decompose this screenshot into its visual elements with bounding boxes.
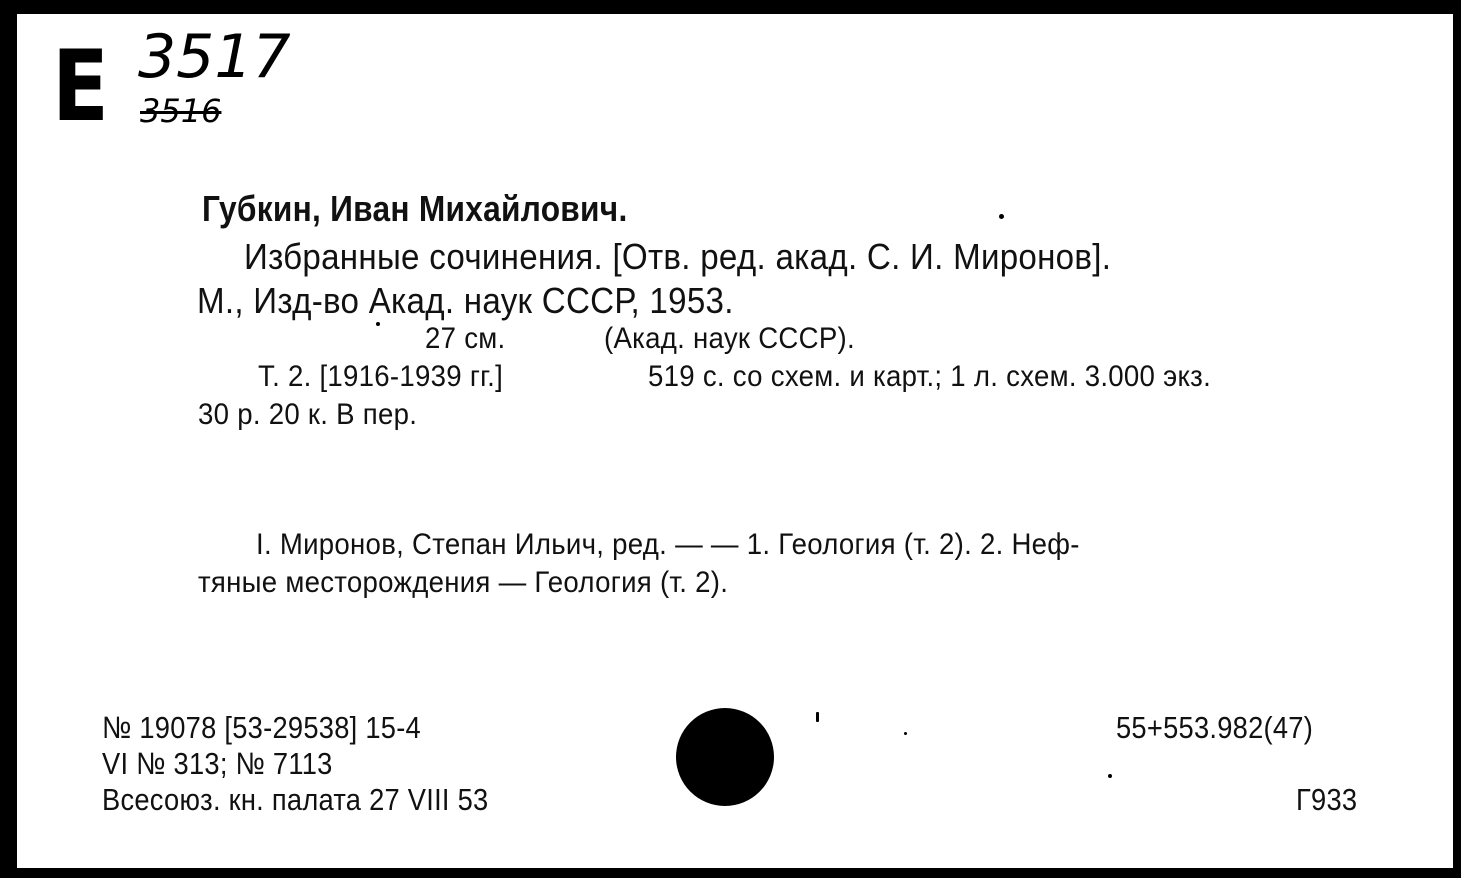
author-mark: Г933 xyxy=(1296,782,1358,817)
entry-series: (Акад. наук СССР). xyxy=(604,322,855,355)
tracing-line-2: тяные месторождения — Геология (т. 2). xyxy=(198,566,729,599)
speck xyxy=(376,322,380,326)
entry-volume: Т. 2. [1916-1939 гг.] xyxy=(258,360,504,393)
shelfmark-letter: Е xyxy=(52,30,109,144)
imprint-line-3: Всесоюз. кн. палата 27 VIII 53 xyxy=(102,782,489,817)
imprint-line-1: № 19078 [53-29538] 15-4 xyxy=(102,710,421,745)
entry-author: Губкин, Иван Михайлович. xyxy=(202,188,628,229)
shelfmark-previous: 3516 xyxy=(140,92,222,130)
udc-index: 55+553.982(47) xyxy=(1116,710,1314,745)
entry-title: Избранные сочинения. [Отв. ред. акад. С. И. Миронов]. xyxy=(244,236,1112,277)
speck xyxy=(904,732,907,735)
entry-volume-description: 519 с. со схем. и карт.; 1 л. схем. 3.000 экз. xyxy=(648,360,1212,393)
entry-size: 27 см. xyxy=(425,322,506,355)
speck xyxy=(1108,774,1112,778)
shelfmark-current: 3517 xyxy=(138,22,291,92)
speck xyxy=(999,214,1004,219)
imprint-line-2: VI № 313; № 7113 xyxy=(102,746,333,781)
punch-hole xyxy=(676,708,774,806)
entry-price: 30 р. 20 к. В пер. xyxy=(198,398,418,431)
speck xyxy=(816,712,819,722)
tracing-line-1: I. Миронов, Степан Ильич, ред. — — 1. Геология (т. 2). 2. Неф- xyxy=(256,528,1080,561)
entry-imprint: М., Изд-во Акад. наук СССР, 1953. xyxy=(197,280,734,321)
